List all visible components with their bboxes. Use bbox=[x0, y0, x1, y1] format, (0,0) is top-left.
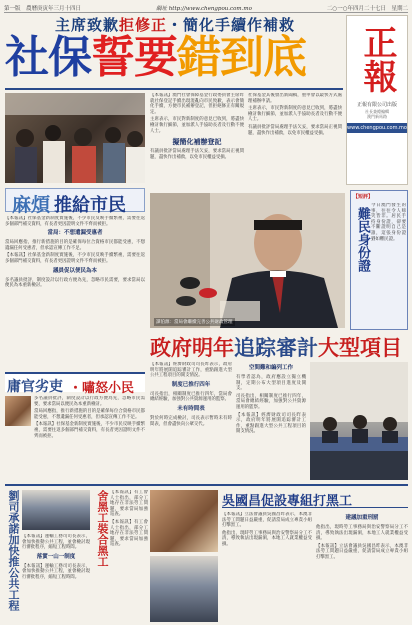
subhead-red-part: 拒修正 bbox=[118, 16, 167, 34]
editor-line: 社長兼總編輯 bbox=[365, 109, 389, 114]
paragraph: 【本報訊】立法會議員吳國昌昨表示，本澳非法勞工問題日益嚴重，促請當局成立專責小組打擊黑工。 bbox=[316, 543, 408, 560]
paragraph: 社保基金其後發出新聞稿，重申會以最快方式處理補辦申請。 bbox=[248, 93, 342, 104]
paragraph: 他指出，現時勞工事務局與治安警察局分工不清，導致執法出現漏洞，本地工人就業權益受損。 bbox=[222, 530, 312, 547]
masthead-web[interactable]: www.chengpou.com.mo bbox=[347, 125, 407, 131]
date-left: 第一版 農曆庚寅年三月十四日 bbox=[4, 5, 82, 12]
left-headline-2-body bbox=[34, 396, 145, 480]
left-headline-a: 麻煩 bbox=[12, 194, 51, 216]
headline-part: ・嘯怒小民 bbox=[69, 381, 135, 396]
paragraph: 【本報訊】立法會議員吳國昌昨表示，本澳非法勞工問題日益嚴重，促請當局成立專責小組打擊黑工。 bbox=[222, 512, 312, 529]
paragraph: 【本報訊】經濟財政司司長昨表示，政府明年將展開追踪審計工作，重點跟進大型公共工程項目的開支情況。 bbox=[236, 412, 306, 435]
press-conference-photo bbox=[150, 193, 345, 328]
mid-subhead-1: 制度已推行四年 bbox=[171, 381, 211, 388]
speaker-figure bbox=[150, 193, 345, 328]
commentary-box bbox=[350, 190, 408, 330]
officials-panel-photo bbox=[310, 362, 408, 480]
officials-figures bbox=[310, 362, 408, 480]
subhead-part: ・簡化手續作補救 bbox=[167, 16, 296, 34]
paragraph: 【本報訊】有工會人士指出，部分工地存在非法勞工問題，要求當局加強巡查。 bbox=[110, 490, 148, 518]
date-bar bbox=[4, 3, 408, 13]
paragraph: 當局回應指，推行新措施的目的是確保每位合資格市民都能受惠，不想遺漏任何受惠者，但承認宣傳工作不足。 bbox=[5, 240, 145, 251]
bottom-right-col1 bbox=[222, 512, 312, 622]
paragraph: 多名議員批評，制度設計以行政方便為先，忽略市民需要，要求當局以便民為本重新檢討。 bbox=[5, 277, 145, 289]
headline-part: 庸官劣吏 bbox=[7, 379, 63, 395]
left-headline-2 bbox=[5, 372, 145, 396]
headline-rule bbox=[5, 88, 343, 90]
headline-part: 追踪審計 bbox=[234, 335, 318, 358]
mid-subhead-3: 空間難和編列工作 bbox=[248, 365, 293, 371]
bottom-right-subhead: 建議加重刑罰 bbox=[345, 515, 379, 521]
masthead bbox=[346, 15, 408, 185]
paragraph: 【本報訊】運輸工務司司長表示，會加快推動公共工程，並會檢討現行審批程序，縮短工程時間。 bbox=[22, 534, 90, 551]
paragraph: 有議員批評當局處理手法欠妥，要求當局正視問題，盡快作出補救，以免市民權益受損。 bbox=[150, 149, 244, 160]
bottom-right-headline: 吳國昌促設專組打黑工 bbox=[222, 490, 408, 508]
paragraph: 他指出，現時勞工事務局與治安警察局分工不清，導致執法出現漏洞，本地工人就業權益受損。 bbox=[316, 525, 408, 542]
headline-part: 錯到底 bbox=[177, 33, 306, 83]
lead-body-col1 bbox=[150, 93, 244, 188]
paragraph: 多名議員批評，制度設計以行政方便為先，忽略市民需要，要求當局以便民為本重新檢討。 bbox=[34, 396, 145, 407]
paragraph: 有學者認為，政府應設立獨立機制，定期公布大型項目進度及開支。 bbox=[236, 375, 306, 392]
paragraph: 主席表示，市民對新制度的意見已收到，將盡快檢討執行細節，並加派人手協助長者及行動不便人士。 bbox=[248, 106, 342, 123]
mid-body-col2 bbox=[236, 362, 306, 480]
paragraph: 【本報訊】澳門社會保障基金行政委員會主席昨就社保登記手續出現混亂向市民致歉，表示會簡化手續，方便市民補辦登記，但拒絕修正有關規定。 bbox=[150, 93, 244, 115]
commentary-label: 【短評】 bbox=[353, 194, 374, 200]
bottom-left-photo bbox=[22, 490, 90, 530]
bottom-left-body bbox=[22, 534, 90, 622]
bottom-mid-photo-bottom bbox=[150, 556, 218, 622]
bottom-mid-vertical-title: 舍黑工裝合黑工 bbox=[96, 490, 109, 567]
bottom-left-vertical-title: 劉司承諾加快推公共工程 bbox=[7, 490, 20, 611]
lead-box-heading: 擬簡化補辦登記 bbox=[172, 137, 222, 147]
left-subhead-2: 議員促以便民為本 bbox=[52, 267, 97, 274]
paragraph: 【本報訊】社保基金新制度實施後，不少市民反映手續繁複，需要往返多個部門補交資料，有長者更因證明文件不齊而被拒。 bbox=[5, 216, 145, 227]
lead-headline bbox=[5, 33, 343, 83]
left-headline-band bbox=[5, 188, 145, 216]
paragraph: 司長指出，相關制度已推行四年，當局會總結經驗，加強對公共資源運用的監察。 bbox=[150, 391, 232, 403]
paragraph: 【本報訊】經濟財政司司長昨表示，政府明年將展開追踪審計工作，重點跟進大型公共工程項目的開支情況。 bbox=[150, 362, 232, 379]
paragraph: 有議員批評當局處理手法欠妥，要求當局正視問題，盡快作出補救，以免市民權益受損。 bbox=[248, 124, 342, 136]
paragraph: 【本報訊】社保基金新制度實施後，不少市民反映手續繁複，需要往返多個部門補交資料，有長者更因證明文件不齊而被拒。 bbox=[34, 422, 145, 439]
headline-part: 社保 bbox=[5, 33, 91, 83]
lead-body-col2 bbox=[248, 93, 342, 188]
headline-part: 政府明年 bbox=[150, 335, 234, 358]
left-story-body bbox=[5, 216, 145, 366]
paragraph: 【本報訊】運輸工務司司長表示，會加快推動公共工程，並會檢討現行審批程序，縮短工程時間。 bbox=[22, 563, 90, 580]
bottom-right-col2 bbox=[316, 512, 408, 622]
bottom-mid-body bbox=[110, 490, 148, 622]
small-portrait bbox=[5, 396, 31, 426]
paragraph: 主席表示，市民對新制度的意見已收到，將盡快檢討執行細節，並加派人手協助長者及行動不便人士。 bbox=[150, 117, 244, 134]
lead-subheadline bbox=[10, 14, 340, 35]
crowd-photo bbox=[5, 93, 145, 183]
subhead-part: 主席致歉 bbox=[54, 16, 119, 34]
paragraph: 【本報訊】有工會人士指出，部分工地存在非法勞工問題，要求當局加強巡查。 bbox=[110, 519, 148, 548]
date-right: 二○一○年四月二十七日 星期二 bbox=[326, 5, 408, 12]
mid-headline bbox=[150, 332, 408, 358]
left-headline-b: 推給市民 bbox=[54, 195, 126, 216]
paper-logo: 正報 bbox=[357, 25, 397, 93]
commentary-body: 今日澳門發生的事，往往令人啼笑皆非。居民手持身份證，卻要不斷證明自己是誰，這張身份證猶如難民證。 bbox=[371, 203, 406, 242]
bottom-left-subhead: 落實一山一制度 bbox=[36, 553, 76, 560]
headline-part: 誓要 bbox=[91, 33, 177, 83]
commentary-title: 難民身份證 bbox=[355, 207, 370, 272]
bottom-mid-photo-top bbox=[150, 490, 218, 552]
website-url[interactable]: 網址 http://www.chengpou.com.mo bbox=[155, 5, 252, 12]
paragraph: 司長指出，相關制度已推行四年，當局會總結經驗，加強對公共資源運用的監察。 bbox=[236, 393, 306, 410]
paragraph: 當局回應指，推行新措施的目的是確保每位合資格市民都能受惠，不想遺漏任何受惠者，但承認宣傳工作不足。 bbox=[34, 409, 145, 420]
paragraph: 【本報訊】社保基金新制度實施後，不少市民反映手續繁複，需要往返多個部門補交資料，有長者更因證明文件不齊而被拒。 bbox=[5, 253, 145, 264]
bottom-rule bbox=[5, 484, 408, 486]
publisher-line: 正報有限公司出版 bbox=[356, 102, 397, 108]
mid-subhead-2: 未有時間表 bbox=[177, 405, 205, 412]
address-line: 澳門新馬路 bbox=[367, 114, 387, 119]
headline-part: 大型項目 bbox=[318, 335, 402, 358]
mid-body-col1 bbox=[150, 362, 232, 480]
crowd-figures bbox=[5, 93, 145, 183]
paragraph: 對於何時完成檢討，司長表示暫時未有時間表，但會盡快向公眾交代。 bbox=[150, 415, 232, 427]
left-subhead-1: 當局：不想遺漏受惠者 bbox=[47, 230, 103, 237]
photo-caption: 譚伯源：當局會繼續完善公共財政管理 bbox=[156, 320, 233, 325]
